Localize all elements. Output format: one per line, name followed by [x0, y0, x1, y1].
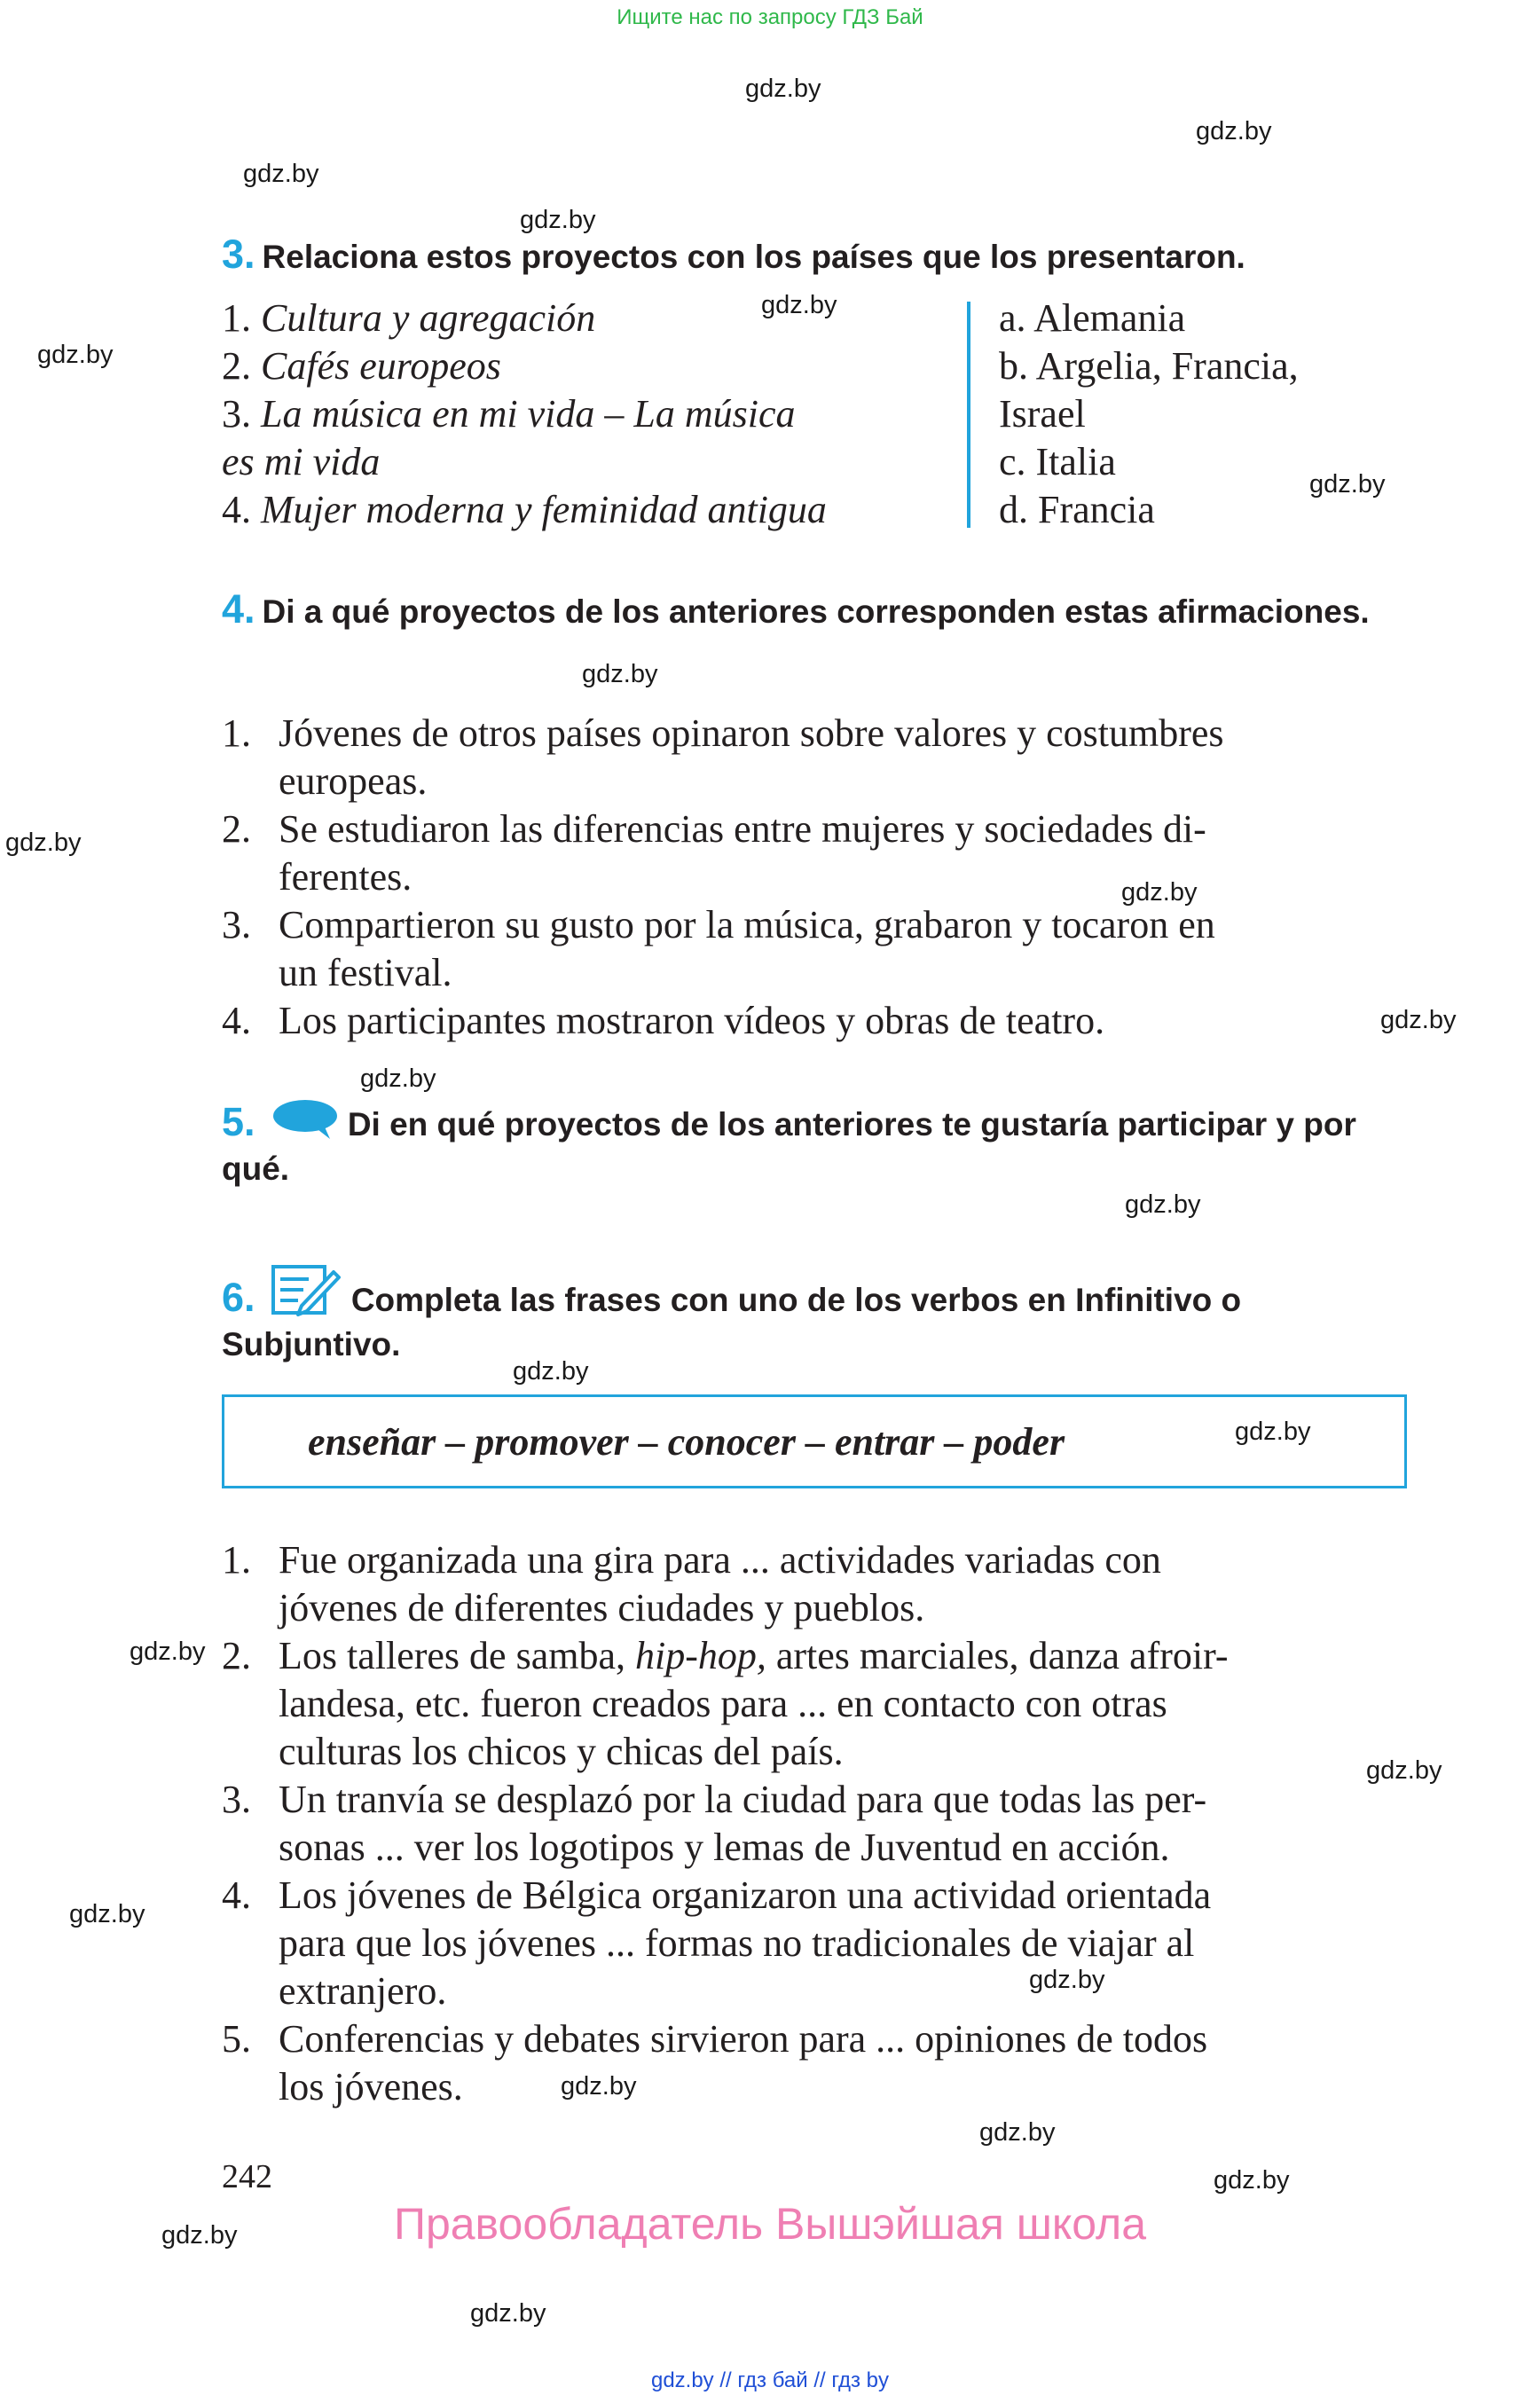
task-title: Relaciona estos proyectos con los países que los presentaron.: [262, 239, 1245, 275]
watermark: gdz.by: [520, 206, 596, 234]
project-item: 4. Mujer moderna y feminidad antigua: [222, 488, 827, 531]
project-item: 3. La música en mi vida – La música: [222, 392, 796, 436]
list-item: 2. Se estudiaron las diferencias entre mujeres y sociedades di- ferentes.: [222, 807, 1206, 899]
verb-box: [222, 1394, 1407, 1488]
country-item: Israel: [999, 392, 1086, 436]
column-divider: [967, 302, 970, 528]
project-item: 1. Cultura y agregación: [222, 296, 596, 340]
country-item: d. Francia: [999, 488, 1155, 531]
watermark: gdz.by: [1309, 470, 1386, 499]
watermark: gdz.by: [745, 75, 821, 103]
speech-bubble-icon: [271, 1096, 339, 1141]
watermark: gdz.by: [130, 1637, 206, 1666]
list-item: 2. Los talleres de samba, hip-hop, artes marciales, danza afroir- landesa, etc. fueron creados para ... en contacto con otras culturas los chicos y chicas del país.: [222, 1634, 1229, 1773]
task-title: Di a qué proyectos de los anteriores corresponden estas afirmaciones.: [262, 593, 1370, 630]
watermark: gdz.by: [1214, 2166, 1290, 2195]
watermark: gdz.by: [161, 2221, 238, 2250]
watermark: gdz.by: [1366, 1756, 1442, 1785]
list-item: 4. Los jóvenes de Bélgica organizaron una actividad orientada para que los jóvenes ... formas no tradicionales de viajar al extranjero.: [222, 1873, 1212, 2013]
task-6-list: [222, 1536, 1410, 2111]
watermark: gdz.by: [37, 341, 114, 369]
list-item: 3. Un tranvía se desplazó por la ciudad para que todas las per- sonas ... ver los logotipos y lemas de Juventud en acción.: [222, 1778, 1207, 1869]
verb-list: enseñar – promover – conocer – entrar – poder: [308, 1419, 1065, 1464]
footer-links[interactable]: gdz.by // гдз бай // гдз by: [650, 2368, 890, 2392]
watermark: gdz.by: [761, 291, 837, 319]
task-title: Completa las frases con uno de los verbos en Infinitivo o Subjuntivo.: [222, 1282, 1242, 1362]
page-number: 242: [222, 2158, 272, 2195]
task-4-heading: [222, 587, 1410, 634]
task-5-heading: [222, 1096, 1410, 1191]
task-number: 3.: [222, 232, 255, 277]
watermark: gdz.by: [1235, 1417, 1311, 1446]
watermark: gdz.by: [1196, 117, 1272, 145]
country-item: a. Alemania: [999, 296, 1186, 340]
project-item: 2. Cafés europeos: [222, 344, 501, 388]
country-item: b. Argelia, Francia,: [999, 344, 1299, 388]
top-banner[interactable]: Ищите нас по запросу ГДЗ Бай: [617, 5, 923, 29]
task-number: 6.: [222, 1275, 255, 1320]
task-number: 5.: [222, 1099, 255, 1144]
list-item: 3. Compartieron su gusto por la música, grabaron y tocaron en un festival.: [222, 903, 1215, 994]
list-item: 5. Conferencias y debates sirvieron para ... opiniones de todos los jóvenes.: [222, 2017, 1208, 2109]
watermark: gdz.by: [470, 2299, 546, 2328]
list-item: 1. Jóvenes de otros países opinaron sobre valores y costumbres europeas.: [222, 711, 1224, 803]
list-item: 1. Fue organizada una gira para ... actividades variadas con jóvenes de diferentes ciudades y pueblos.: [222, 1538, 1161, 1629]
watermark: gdz.by: [513, 1357, 589, 1386]
watermark: gdz.by: [360, 1064, 436, 1093]
watermark: gdz.by: [243, 160, 319, 188]
list-item: 4. Los participantes mostraron vídeos y obras de teatro.: [222, 999, 1105, 1042]
watermark: gdz.by: [561, 2072, 637, 2101]
watermark: gdz.by: [5, 828, 82, 857]
task-title: Di en qué proyectos de los anteriores te gustaría participar y por qué.: [222, 1106, 1356, 1187]
task-number: 4.: [222, 586, 255, 632]
copyright-notice: Правообладатель Вышэйшая школа: [394, 2199, 1146, 2249]
task-3-heading: [222, 232, 1410, 279]
pencil-notepad-icon: [271, 1265, 341, 1316]
country-item: c. Italia: [999, 440, 1116, 483]
watermark: gdz.by: [69, 1900, 145, 1928]
task-3-projects: [222, 294, 940, 534]
watermark: gdz.by: [582, 660, 658, 688]
task-4-list: [222, 710, 1410, 1045]
project-item: es mi vida: [222, 440, 381, 483]
watermark: gdz.by: [1121, 878, 1198, 907]
watermark: gdz.by: [1125, 1190, 1201, 1219]
watermark: gdz.by: [1029, 1966, 1105, 1994]
watermark: gdz.by: [979, 2118, 1056, 2147]
task-6-heading: [222, 1265, 1410, 1367]
watermark: gdz.by: [1380, 1006, 1457, 1034]
task-3-countries: [999, 294, 1425, 534]
